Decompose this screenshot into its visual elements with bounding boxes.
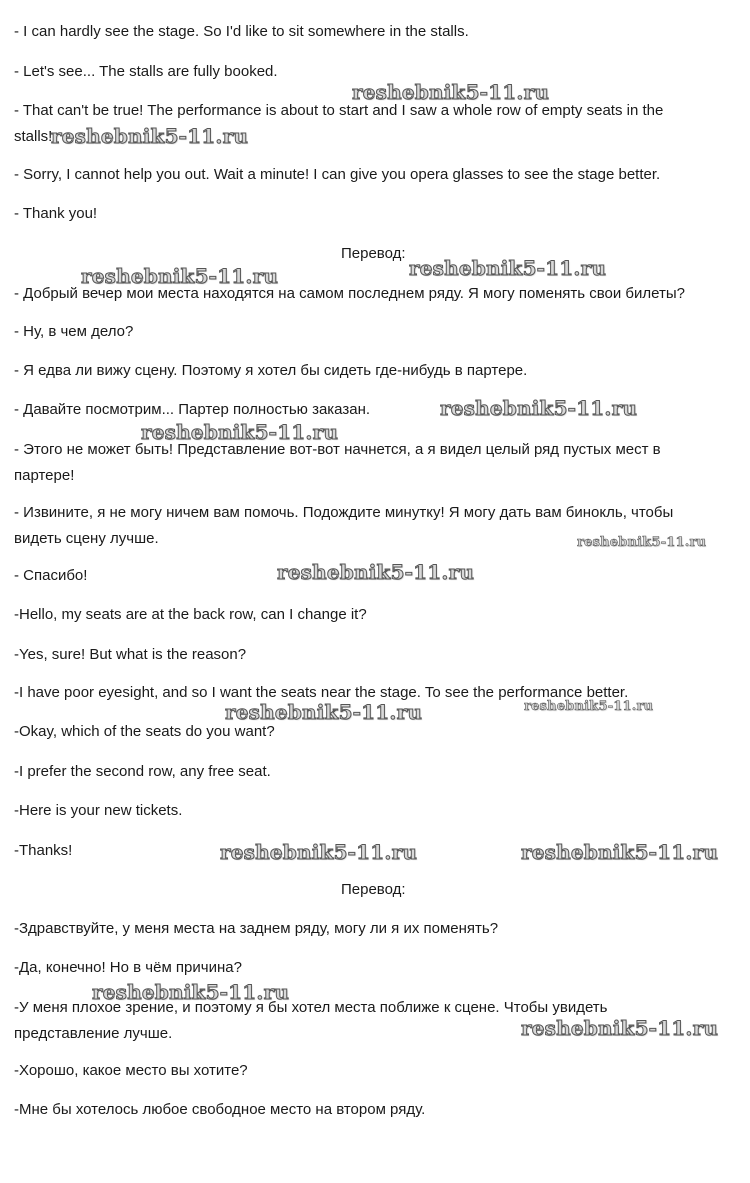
en2-line-7: -Thanks!	[14, 842, 73, 859]
ru-line-7: - Спасибо!	[14, 567, 88, 584]
watermark: reshebnik5-11.ru	[141, 420, 339, 444]
en-line-1: - I can hardly see the stage. So I'd like to sit somewhere in the stalls.	[14, 23, 469, 40]
translation-heading-2: Перевод:	[341, 881, 406, 898]
translation-heading-1: Перевод:	[341, 245, 406, 262]
en-line-2: - Let's see... The stalls are fully booked.	[14, 63, 278, 80]
ru-line-2: - Ну, в чем дело?	[14, 323, 134, 340]
en2-line-3: -I have poor eyesight, and so I want the seats near the stage. To see the performance better.	[14, 684, 629, 701]
en-line-3: - That can't be true! The performance is about to start and I saw a whole row of empty seats in the stalls!	[14, 102, 664, 145]
watermark: reshebnik5-11.ru	[521, 840, 719, 864]
watermark: reshebnik5-11.ru	[220, 840, 418, 864]
ru2-line-2: -Да, конечно! Но в чём причина?	[14, 959, 242, 976]
watermark: reshebnik5-11.ru	[521, 1016, 719, 1040]
watermark: reshebnik5-11.ru	[440, 396, 638, 420]
watermark: reshebnik5-11.ru	[577, 535, 707, 550]
watermark: reshebnik5-11.ru	[524, 699, 654, 714]
en2-line-6: -Here is your new tickets.	[14, 802, 183, 819]
ru-line-3: - Я едва ли вижу сцену. Поэтому я хотел бы сидеть где-нибудь в партере.	[14, 362, 528, 379]
watermark: reshebnik5-11.ru	[277, 560, 475, 584]
watermark: reshebnik5-11.ru	[352, 80, 550, 104]
ru2-line-4: -Хорошо, какое место вы хотите?	[14, 1062, 248, 1079]
watermark: reshebnik5-11.ru	[92, 980, 290, 1004]
en2-line-1: -Hello, my seats are at the back row, can I change it?	[14, 606, 367, 623]
en-line-4: - Sorry, I cannot help you out. Wait a minute! I can give you opera glasses to see the stage better.	[14, 166, 661, 183]
ru-line-5: - Этого не может быть! Представление вот-вот начнется, а я видел целый ряд пустых мест в партере!	[14, 441, 661, 484]
ru-line-6: - Извините, я не могу ничем вам помочь. Подождите минутку! Я могу дать вам бинокль, чтобы видеть сцену лучше.	[14, 504, 674, 547]
ru-line-1: - Добрый вечер мои места находятся на самом последнем ряду. Я могу поменять свои билеты?	[14, 285, 685, 302]
ru-line-4: - Давайте посмотрим... Партер полностью заказан.	[14, 401, 371, 418]
en2-line-2: -Yes, sure! But what is the reason?	[14, 646, 247, 663]
watermark: reshebnik5-11.ru	[409, 256, 607, 280]
watermark: reshebnik5-11.ru	[225, 700, 423, 724]
ru2-line-1: -Здравствуйте, у меня места на заднем ряду, могу ли я их поменять?	[14, 920, 499, 937]
en2-line-5: -I prefer the second row, any free seat.	[14, 763, 271, 780]
en-line-5: - Thank you!	[14, 205, 98, 222]
ru2-line-3: -У меня плохое зрение, и поэтому я бы хотел места поближе к сцене. Чтобы увидеть представление лучше.	[14, 999, 608, 1042]
watermark: reshebnik5-11.ru	[81, 264, 279, 288]
en2-line-4: -Okay, which of the seats do you want?	[14, 723, 275, 740]
ru2-line-5: -Мне бы хотелось любое свободное место на втором ряду.	[14, 1101, 426, 1118]
watermark: reshebnik5-11.ru	[51, 124, 249, 148]
